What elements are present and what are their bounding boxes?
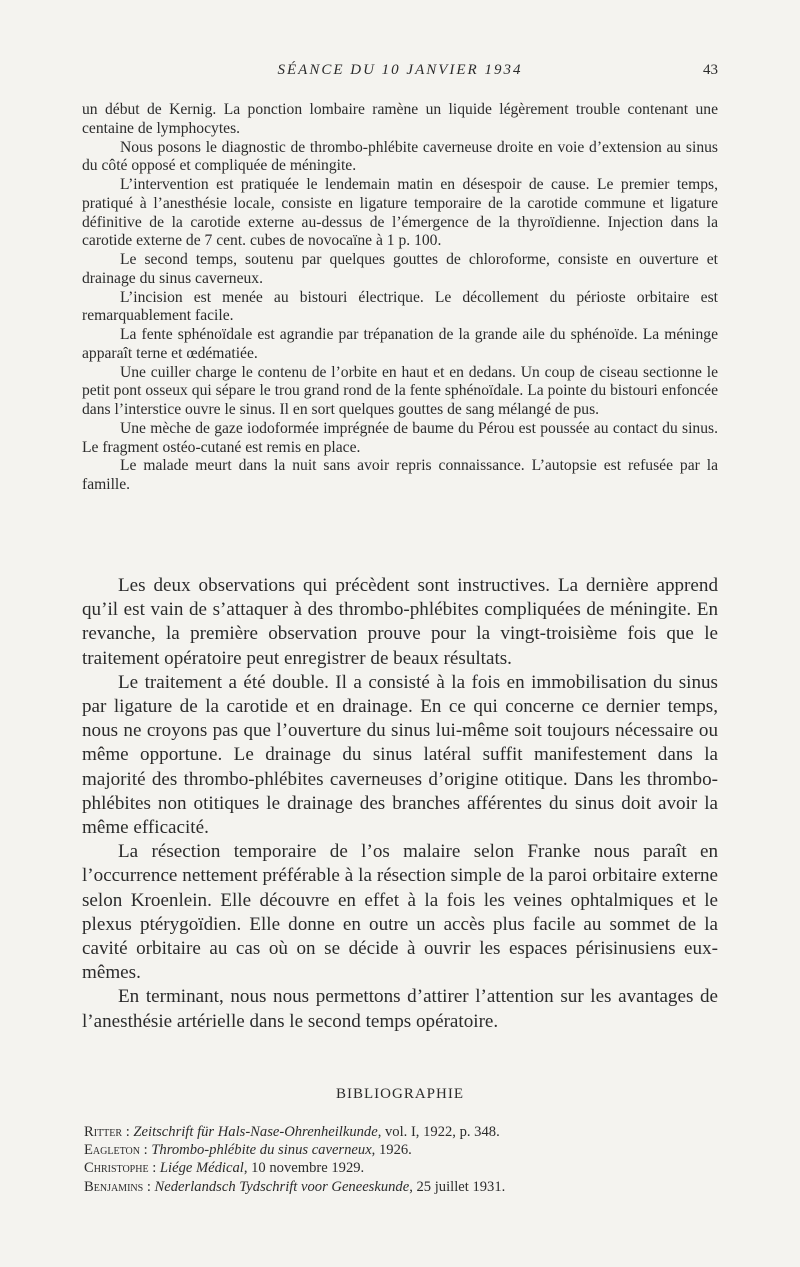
- bib-author: Christophe: [84, 1160, 149, 1177]
- bib-title: Nederlandsch Tydschrift voor Geneeskunde: [154, 1178, 410, 1195]
- discussion-paragraph: En terminant, nous nous permettons d’attirer l’attention sur les avantages de l’anesthésie artérielle dans le second temps opératoire.: [82, 986, 718, 1032]
- case-paragraph: Nous posons le diagnostic de thrombo-phlébite caverneuse droite en voie d’extension au sinus du côté opposé et compliquée de méningite.: [82, 138, 718, 175]
- case-paragraph: Le second temps, soutenu par quelques gouttes de chloroforme, consiste en ouverture et drainage du sinus caverneux.: [82, 251, 718, 287]
- bib-author: Benjamins: [84, 1178, 144, 1195]
- bib-details: , 10 novembre 1929.: [243, 1160, 365, 1177]
- bib-separator: :: [122, 1124, 134, 1140]
- bib-title: Thrombo-phlébite du sinus caverneux: [151, 1142, 372, 1159]
- case-paragraph: L’intervention est pratiquée le lendemain matin en désespoir de cause. Le premier temps, pratiqué à l’anesthésie locale, consiste en ligature temporaire de la carotide commune et ligature définitive de la carotide externe au-dessus de l’émergence de la thyroïdienne. Injection dans la carotide externe de 7 cent. cubes de novocaïne à 1 p. 100.: [82, 176, 718, 250]
- discussion-text: [82, 574, 718, 1034]
- case-report-text: [82, 101, 718, 495]
- page-number: 43: [703, 62, 718, 78]
- bibliography-list: [84, 1123, 720, 1196]
- bib-separator: :: [148, 1160, 160, 1177]
- bib-details: , 25 juillet 1931.: [409, 1178, 506, 1195]
- bib-author: Eagleton: [84, 1142, 140, 1159]
- case-paragraph: L’incision est menée au bistouri électrique. Le décollement du périoste orbitaire est remarquablement facile.: [82, 288, 718, 325]
- running-header: [82, 62, 718, 84]
- bib-author: Ritter: [84, 1124, 123, 1140]
- bibliography-heading: BIBLIOGRAPHIE: [336, 1086, 464, 1102]
- bibliography-entry: [84, 1123, 720, 1141]
- case-paragraph: La fente sphénoïdale est agrandie par trépanation de la grande aile du sphénoïde. La méninge apparaît terne et œdématiée.: [82, 326, 718, 362]
- discussion-paragraph: La résection temporaire de l’os malaire selon Franke nous paraît en l’occurrence nettement préférable à la résection simple de la paroi orbitaire externe selon Kroenlein. Elle découvre en effet à la fois les veines ophtalmiques et le plexus ptérygoïdien. Elle donne en outre un accès plus facile au sommet de la cavité orbitaire au cas où on se décide à ouvrir les espaces périsinusiens eux-mêmes.: [82, 841, 718, 984]
- case-paragraph: Une cuiller charge le contenu de l’orbite en haut et en dedans. Un coup de ciseau sectionne le petit pont osseux qui sépare le trou grand rond de la fente sphénoïdale. La pointe du bistouri enfoncée dans l’interstice ouvre le sinus. Il en sort quelques gouttes de sang mélangé de pus.: [82, 363, 718, 418]
- bib-details: , vol. I, 1922, p. 348.: [377, 1124, 500, 1140]
- case-paragraph: Une mèche de gaze iodoformée imprégnée de baume du Pérou est poussée au contact du sinus. Le fragment ostéo-cutané est remis en place.: [82, 419, 718, 456]
- bib-title: Zeitschrift für Hals-Nase-Ohrenheilkunde: [133, 1124, 378, 1140]
- discussion-paragraph: Les deux observations qui précèdent sont instructives. La dernière apprend qu’il est vain de s’attaquer à des thrombo-phlébites compliquées de méningite. En revanche, la première observation prouve pour la vingt-troisième fois que le traitement opératoire peut enregistrer de beaux résultats.: [82, 575, 718, 669]
- bibliography-entry: [84, 1159, 720, 1177]
- bibliography-entry: [84, 1141, 720, 1159]
- discussion-paragraph: Le traitement a été double. Il a consisté à la fois en immobilisation du sinus par ligature de la carotide et en drainage. En ce qui concerne ce dernier temps, nous ne croyons pas que l’ouverture du sinus lui-même soit toujours nécessaire ou même opportune. Le drainage du sinus latéral suffit manifestement dans la majorité des thrombo-phlébites caverneuses d’origine otitique. Dans les thrombo-phlébites non otitiques le drainage des branches afférentes du sinus doit avoir la même efficacité.: [82, 671, 718, 839]
- bib-title: Liége Médical: [159, 1160, 244, 1177]
- bibliography-entry: [84, 1178, 720, 1196]
- bib-separator: :: [143, 1178, 155, 1195]
- case-paragraph: Le malade meurt dans la nuit sans avoir repris connaissance. L’autopsie est refusée par la famille.: [82, 457, 718, 493]
- bib-details: , 1926.: [371, 1142, 412, 1159]
- running-title: SÉANCE DU 10 JANVIER 1934: [277, 62, 523, 78]
- case-paragraph: un début de Kernig. La ponction lombaire ramène un liquide légèrement trouble contenant une centaine de lymphocytes.: [82, 101, 718, 137]
- bib-separator: :: [139, 1142, 152, 1159]
